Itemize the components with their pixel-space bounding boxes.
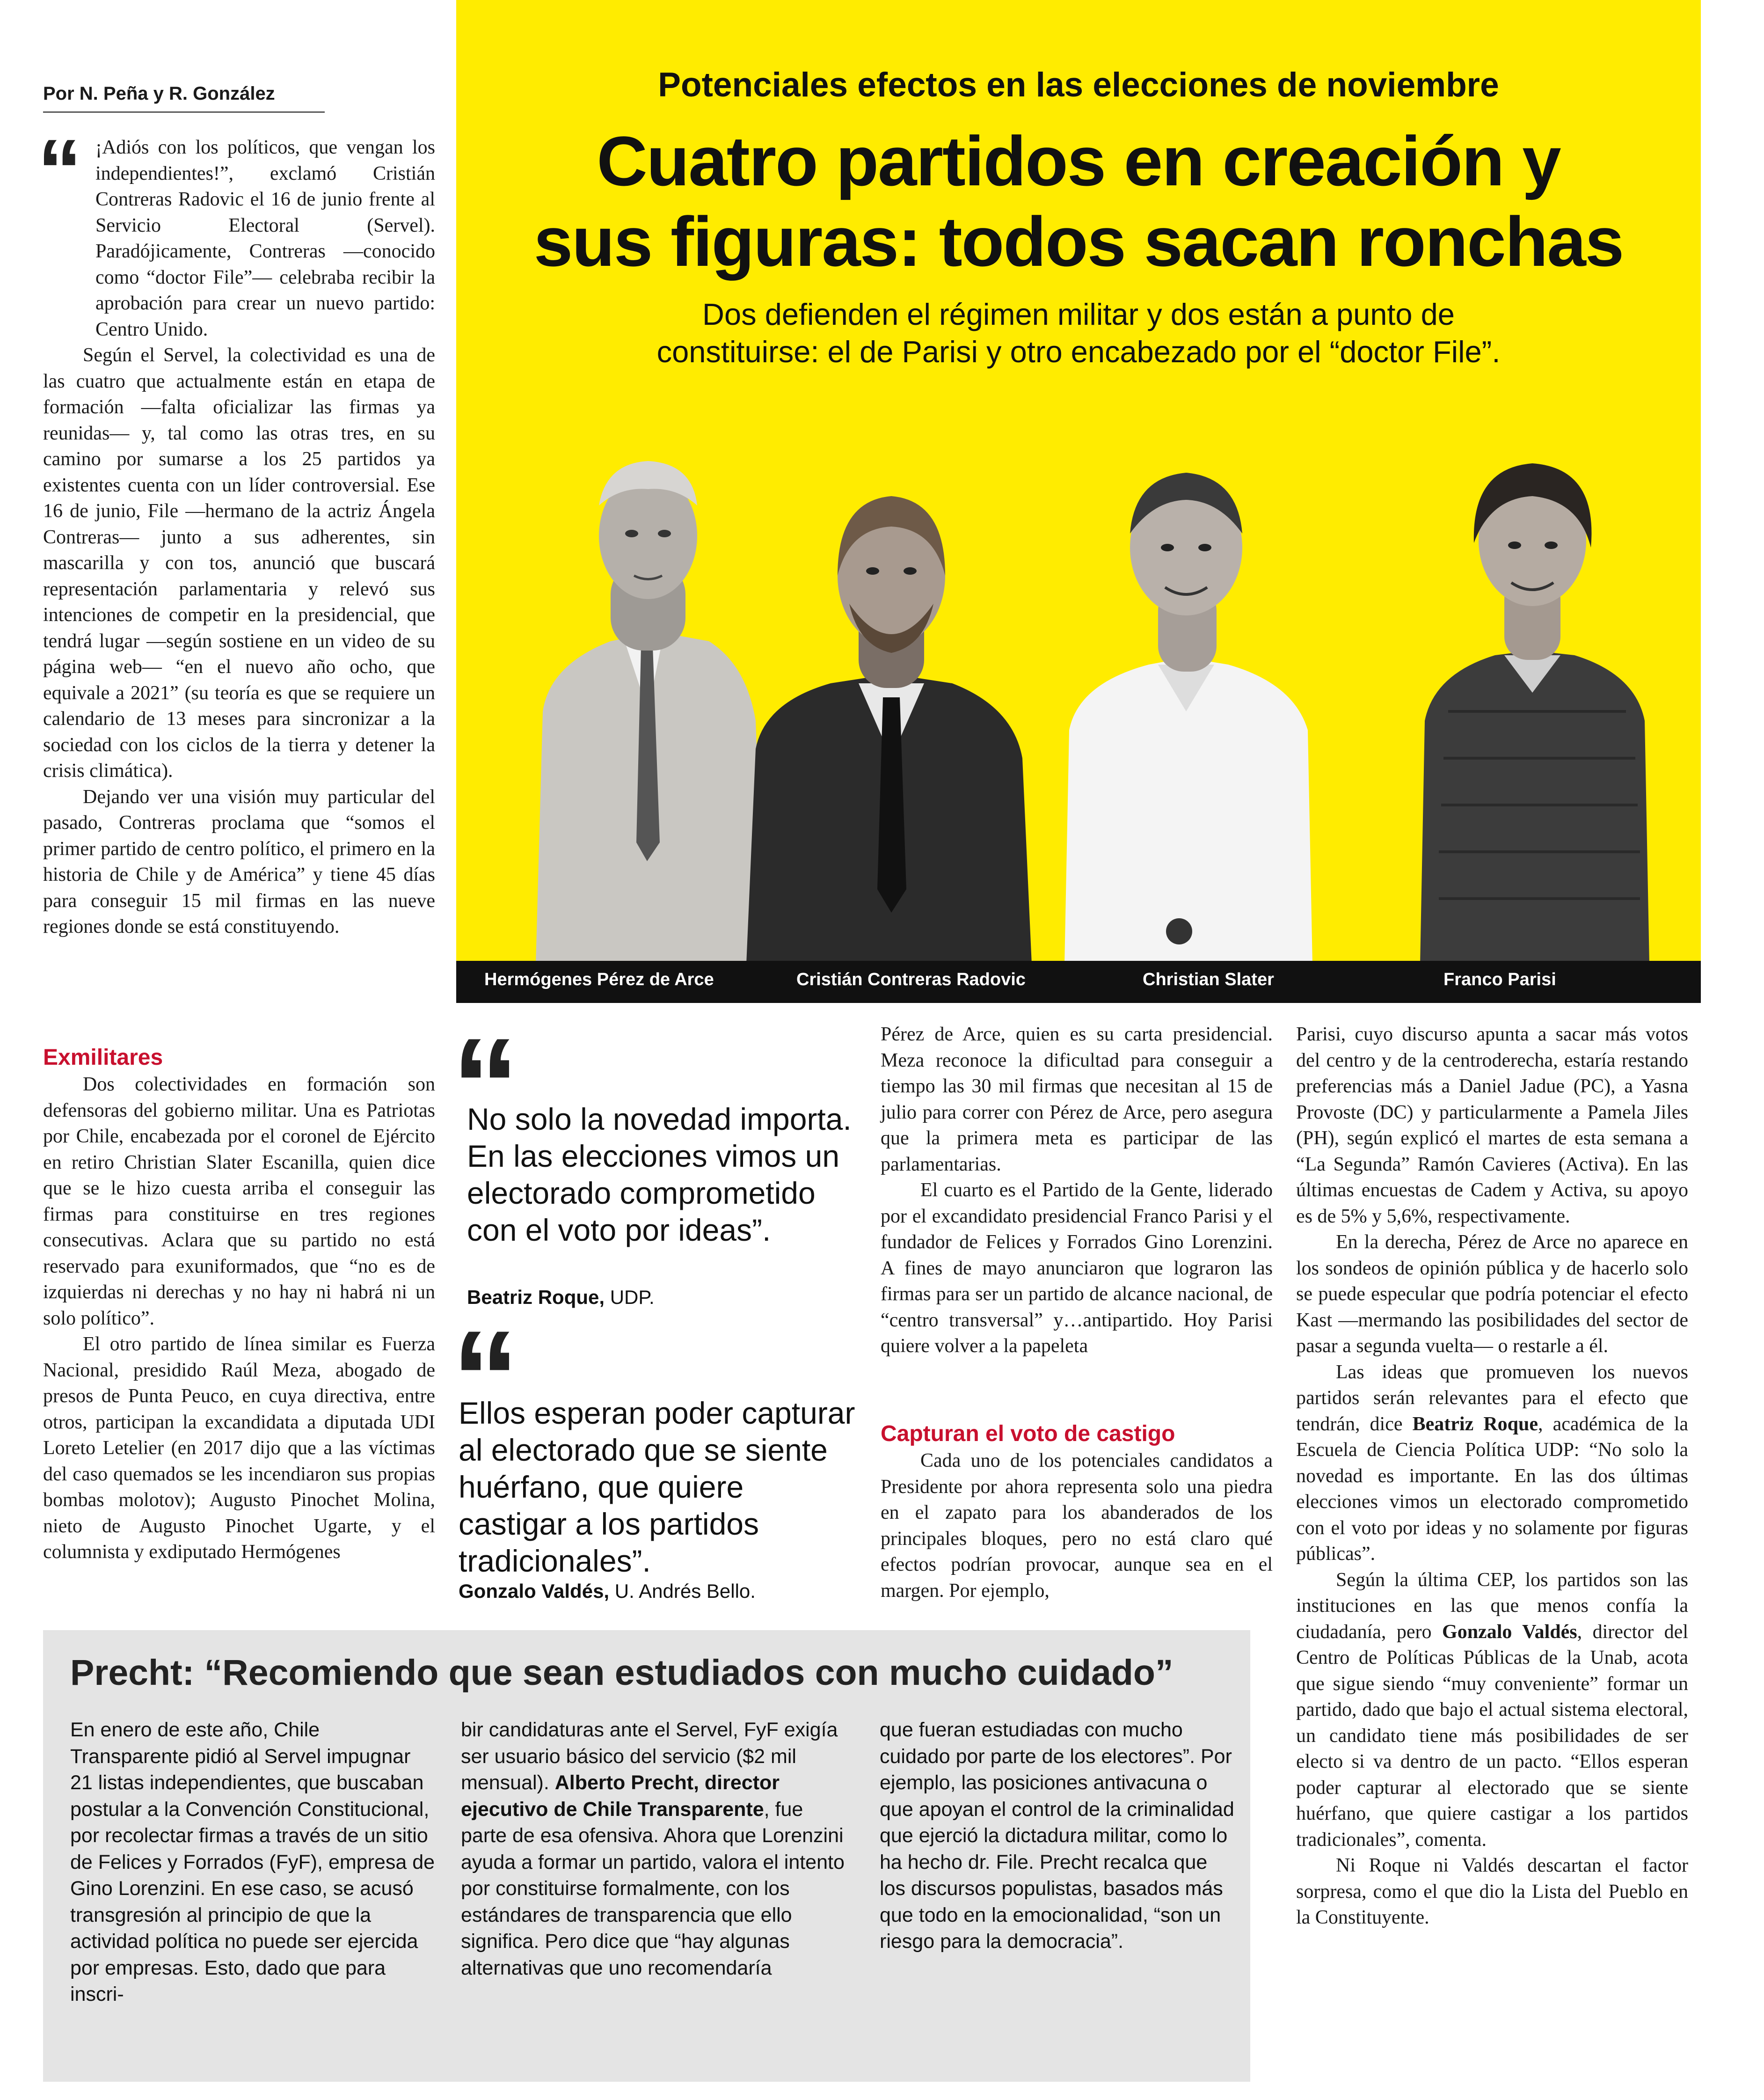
portrait-hermogenes xyxy=(536,461,765,964)
col4-p4-name: Gonzalo Valdés xyxy=(1442,1621,1577,1643)
col3-paragraph-1: Pérez de Arce, quien es su carta presidencial. Meza reconoce la dificultad para conseguir a tiempo las 30 mil firmas que necesitan al 15 de julio para correr con Pérez de Arce, pero asegura que la primera meta es participar de las parlamentarias. xyxy=(881,1024,1273,1175)
subhead-capturan: Capturan el voto de castigo xyxy=(881,1421,1175,1446)
pullquote-2-attribution xyxy=(459,1580,756,1602)
open-quote-icon: “ xyxy=(37,121,82,220)
col1-paragraph-4: Dos colectividades en formación son defensoras del gobierno militar. Una es Patriotas por Chile, encabezada por el coronel de Ejército en retiro Christian Slater Escanilla, quien dice que se le hizo cuesta arriba el conseguir las firmas para constituirse en tres regiones consecutivas. Aclara que su partido no está reservado para exuniformados, que “no es de izquierdas ni derechas y no hay ni habrá ni un solo político”. xyxy=(43,1074,435,1329)
box-c2-text-b: , fue parte de esa ofensiva. Ahora que Lorenzini ayuda a formar un partido, valora el intento por constituirse formalmente, con los estándares de transparencia que ello significa. Pero dice que “hay algunas alternativas que uno recomendaría xyxy=(461,1798,845,1979)
col4-paragraph-5: Ni Roque ni Valdés descartan el factor sorpresa, como el que dio la Lista del Pueblo en la Constituyente. xyxy=(1296,1855,1688,1928)
column-1-lower xyxy=(43,1072,435,1566)
col1-paragraph-3: Dejando ver una visión muy particular del pasado, Contreras proclama que “somos el primer partido de centro político, el primero en la historia de Chile y de América” y tiene 45 días para conseguir 15 mil firmas en las nueve regiones donde se está constituyendo. xyxy=(43,786,435,937)
box-c2-text-a: bir candidaturas ante el Servel, FyF exigía ser usuario básico del servicio ($2 mil mensual). xyxy=(461,1719,838,1794)
pullquote-1-name: Beatriz Roque, xyxy=(467,1286,605,1308)
byline: Por N. Peña y R. González xyxy=(43,83,275,104)
pullquote-1-text: No solo la novedad importa. En las elecciones vimos un electorado comprometido con el voto por ideas”. xyxy=(467,1102,852,1247)
box-column-3: que fueran estudiadas con mucho cuidado por parte de los electores”. Por ejemplo, las posiciones antivacuna o que apoyan el control de la criminalidad que ejerció la dictadura militar, como lo ha hecho dr. File. Precht recalca que los discursos populistas, basados más que todo en la emocionalidad, “son un riesgo para la democracia”. xyxy=(880,1719,1234,1953)
pullquote-2-mark-icon: “ xyxy=(452,1302,519,1454)
headline-line-1: Cuatro partidos en creación y xyxy=(597,122,1560,200)
headline xyxy=(456,121,1701,282)
col3-paragraph-3: Cada uno de los potenciales candidatos a Presidente por ahora representa solo una piedra en el zapato para los abanderados de los principales bloques, pero no está claro qué efectos podrían provocar, aunque sea en el margen. Por ejemplo, xyxy=(881,1450,1273,1602)
column-1 xyxy=(43,135,435,940)
portrait-slater xyxy=(1064,473,1312,964)
col4-paragraph-2: En la derecha, Pérez de Arce no aparece en los sondeos de opinión pública y de hacerlo solo se puede especular que podría potenciar el efecto Kast —mermando las posibilidades del sector de pasar a segunda vuelta— o restarle a él. xyxy=(1296,1231,1688,1357)
col4-paragraph-3 xyxy=(1296,1360,1688,1567)
box-column-1: En enero de este año, Chile Transparente pidió al Servel impugnar 21 listas independientes, que buscaban postular a la Convención Constitucional, por recolectar firmas a través de un sitio de Felices y Forrados (FyF), empresa de Gino Lorenzini. En ese caso, se acusó transgresión al principio de que la actividad política no puede ser ejercida por empresas. Esto, dado que para inscri- xyxy=(70,1719,435,2005)
column-4 xyxy=(1296,1022,1688,1931)
col4-p4-text-a: Según la última CEP, los partidos son las instituciones en las que menos confía la ciudadanía, pero xyxy=(1296,1569,1688,1643)
pullquote-2-text: Ellos esperan poder capturar al electorado que se siente huérfano, que quiere castigar a los partidos tradicionales”. xyxy=(459,1396,855,1578)
portrait-parisi xyxy=(1420,463,1649,964)
col4-p4-text-b: , director del Centro de Políticas Públicas de la Unab, acota que sigue siendo “muy conveniente” formar un partido, dado que bajo el actual sistema electoral, un candidato tiene más posibilidades de ser electo si va dentro de un pacto. “Ellos esperan poder capturar al electorado que se siente huérfano, que quiere castigar a los partidos tradicionales”, comenta. xyxy=(1296,1621,1688,1851)
col4-p3-name: Beatriz Roque xyxy=(1412,1413,1538,1435)
caption-slater: Christian Slater xyxy=(1143,970,1274,989)
headline-line-2: sus figuras: todos sacan ronchas xyxy=(533,202,1624,281)
col1-paragraph-2: Según el Servel, la colectividad es una de las cuatro que actualmente están en etapa de formación —falta oficializar las firmas ya reunidas— y, tal como las otras tres, en su camino por sumarse a los 25 partidos ya existentes cuenta con un líder controversial. Ese 16 de junio, File —hermano de la actriz Ángela Contreras— junto a sus adherentes, sin mascarilla y con tos, anunció que buscará representación parlamentaria y relevó sus intenciones de competir en la presidencial, que tendrá lugar —según sostiene en un video de su página web— “en el nuevo año ocho, que equivale a 2021” (su teoría es que se requiere un calendario de 13 meses para sincronizar a la sociedad con los ciclos de la tierra y detener la crisis climática). xyxy=(43,344,435,782)
caption-hermogenes: Hermógenes Pérez de Arce xyxy=(484,970,714,989)
column-3 xyxy=(881,1022,1273,1360)
box-column-2 xyxy=(461,1717,854,1981)
col4-paragraph-4 xyxy=(1296,1567,1688,1853)
col1-paragraph-5: El otro partido de línea similar es Fuerza Nacional, presidido Raúl Meza, abogado de presos de Punta Peuco, en cuya directiva, entre otros, participan la excandidata a diputada UDI Loreto Letelier (en 2017 dijo que a las víctimas del caso quemados se les incendiaron sus propias bombas molotov); Augusto Pinochet Molina, nieto de Augusto Pinochet Ugarte, y el columnista y exdiputado Hermógenes xyxy=(43,1333,435,1563)
pullquote-1-org: UDP. xyxy=(605,1286,655,1308)
pullquote-1-mark-icon: “ xyxy=(452,1010,519,1162)
col1-paragraph-1: ¡Adiós con los políticos, que vengan los independientes!”, exclamó Cristián Contreras Radovic el 16 de junio frente al Servicio Electoral (Servel). Paradójicamente, Contreras —conocido como “doctor File”— celebraba recibir la aprobación para crear un nuevo partido: Centro Unido. xyxy=(95,137,435,340)
col4-p3-text-b: , académica de la Escuela de Ciencia Política UDP: “No solo la novedad es importante. En las dos últimas elecciones vimos un electorado comprometido con el voto por ideas y no solamente por figuras públicas”. xyxy=(1296,1413,1689,1565)
caption-parisi: Franco Parisi xyxy=(1443,970,1556,989)
portrait-group xyxy=(456,421,1701,964)
deck-line-1: Dos defienden el régimen militar y dos están a punto de xyxy=(702,297,1455,331)
col4-paragraph-1: Parisi, cuyo discurso apunta a sacar más votos del centro y de la centroderecha, estaría restando preferencias más a Daniel Jadue (PC), a Yasna Provoste (DC) y particularmente a Pamela Jiles (PH), según explicó el martes de esta semana a “La Segunda” Ramón Cavieres (Activa). En las últimas encuestas de Cadem y Activa, su apoyo es de 5% y 5,6%, respectivamente. xyxy=(1296,1024,1688,1227)
pullquote-2-name: Gonzalo Valdés, xyxy=(459,1580,610,1602)
col3-paragraph-2: El cuarto es el Partido de la Gente, liderado por el excandidato presidencial Franco Parisi y el fundador de Felices y Forrados Gino Lorenzini. A fines de mayo anunciaron que lograron las firmas para ser un partido de alcance nacional, de “centro transversal” y…antipartido. Hoy Parisi quiere volver a la papeleta xyxy=(881,1179,1273,1357)
portrait-contreras xyxy=(746,496,1032,964)
deck xyxy=(456,296,1701,371)
box-title: Precht: “Recomiendo que sean estudiados con mucho cuidado” xyxy=(70,1653,1174,1693)
column-3-lower xyxy=(881,1448,1273,1604)
subhead-exmilitares: Exmilitares xyxy=(43,1045,163,1070)
pullquote-2-org: U. Andrés Bello. xyxy=(609,1580,756,1602)
col4-p3-text-a: Las ideas que promueven los nuevos partidos serán relevantes para el efecto que tendrán, dice xyxy=(1296,1361,1688,1435)
caption-contreras: Cristián Contreras Radovic xyxy=(796,970,1026,989)
box-c2-name: Alberto Precht, director ejecutivo de Chile Transparente xyxy=(461,1771,780,1821)
deck-line-2: constituirse: el de Parisi y otro encabezado por el “doctor File”. xyxy=(656,335,1501,369)
kicker: Potenciales efectos en las elecciones de noviembre xyxy=(658,66,1499,104)
byline-rule xyxy=(43,111,325,113)
